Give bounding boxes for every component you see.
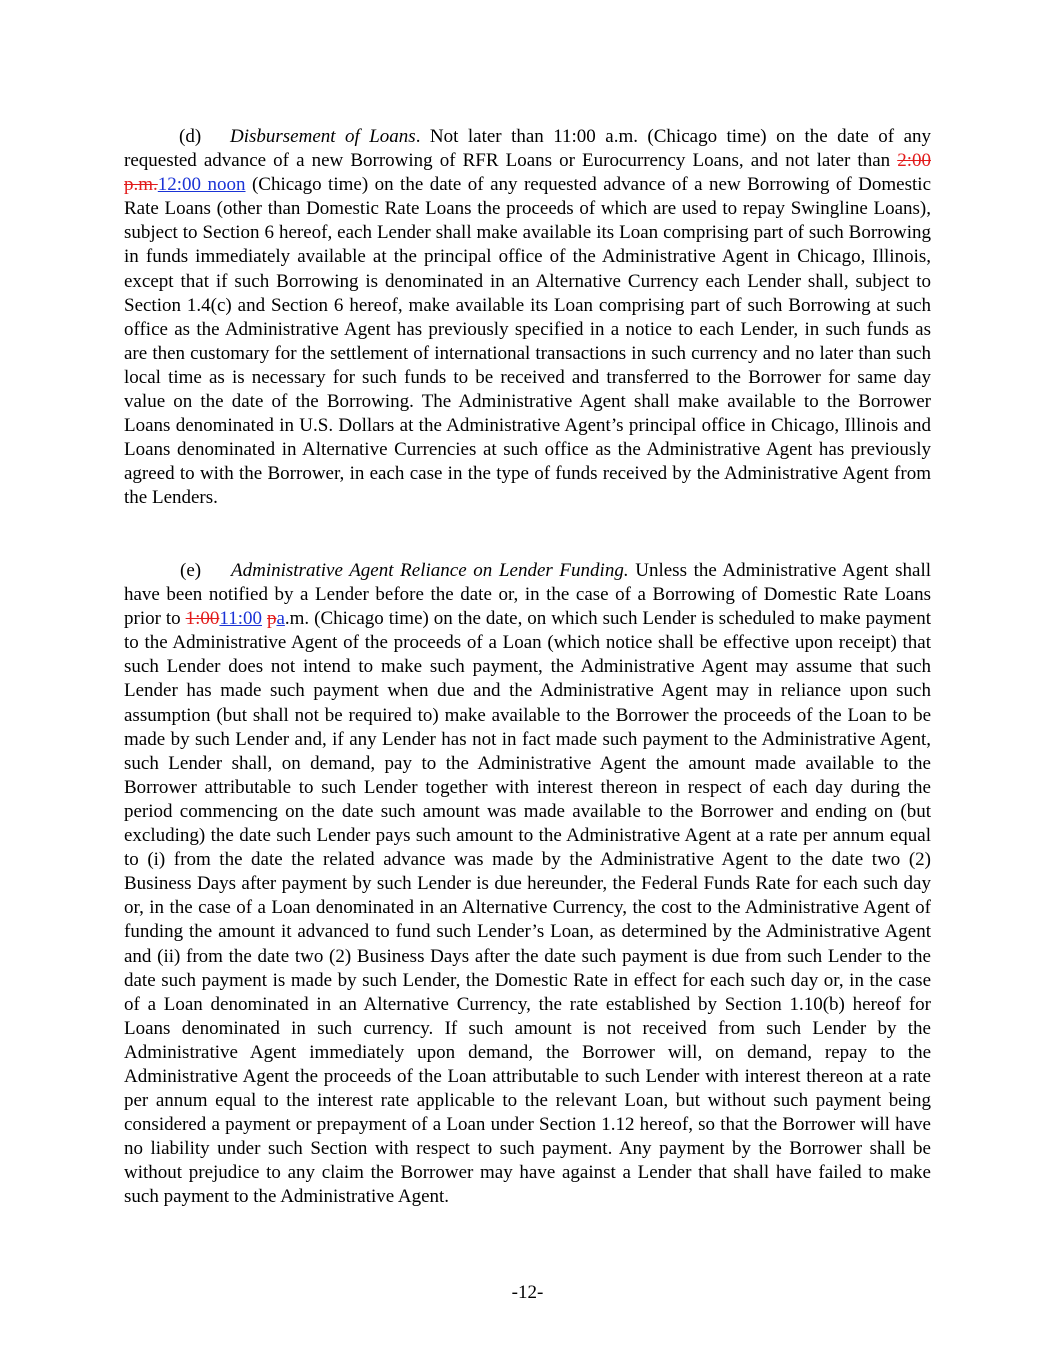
paragraph-e: [124, 559, 931, 1210]
section-label: (e): [180, 560, 202, 581]
body-text: . Not later than 11:00 a.m. (Chicago time) on the date of any requested advance of a new Borrowing of RFR Loans or Eurocurrency Loans, and not later than: [124, 126, 931, 172]
inserted-text: 11:00: [219, 608, 262, 630]
deleted-text: p: [266, 608, 277, 630]
body-text: Unless the Administrative Agent shall have been notified by a Lender before the date or, in the case of a Borrowing of Domestic Rate Loans prior to: [124, 560, 932, 630]
page-number: -12-: [511, 1282, 544, 1303]
paragraph-d: [124, 125, 931, 511]
section-label: (d): [179, 126, 202, 147]
body-text: .m. (Chicago time) on the date, on which such Lender is scheduled to make payment to the Administrative Agent of the proceeds of a Loan (which notice shall be effective upon receipt) that such Lender does not intend to make such payment, the Administrative Agent may assume that such Lender has made such payment when due and the Administrative Agent may in reliance upon such assumption (but shall not be required to) make available to the Borrower the proceeds of the Loan to be made by such Lender and, if any Lender has not in fact made such payment to the Administrative Agent, such Lender shall, on demand, pay to the Administrative Agent the amount made available to the Borrower attributable to such Lender together with interest thereon in respect of each day during the period commencing on the date such amount was made available to the Borrower and ending on (but excluding) the date such Lender pays such amount to the Administrative Agent at a rate per annum equal to (i) from the date the related advance was made by the Administrative Agent to the date two (2) Business Days after payment by such Lender is due hereunder, the Federal Funds Rate for each such day or, in the case of a Loan denominated in an Alternative Currency, the cost to the Administrative Agent of funding the amount it advanced to fund such Lender’s Loan, as determined by the Administrative Agent and (ii) from the date two (2) Business Days after the date such payment is due from such Lender to the date such payment is made by such Lender, the Domestic Rate in effect for each such day or, in the case of a Loan denominated in an Alternative Currency, the rate established by Section 1.10(b) hereof for Loans denominated in such currency. If such amount is not received from such Lender by the Administrative Agent immediately upon demand, the Borrower will, on demand, repay to the Administrative Agent the proceeds of the Loan attributable to such Lender with interest thereon at a rate per annum equal to the interest rate applicable to the relevant Loan, but without such payment being considered a payment or prepayment of a Loan under Section 1.12 hereof, so that the Borrower will have no liability under such Section with respect to such payment. Any payment by the Borrower shall be without prejudice to any claim the Borrower may have against a Lender that shall have failed to make such payment to the Administrative Agent.: [124, 608, 932, 1208]
section-heading: Administrative Agent Reliance on Lender Funding.: [231, 560, 629, 581]
deleted-text: 2:00 p.m.: [124, 150, 931, 196]
inserted-text: a: [276, 608, 285, 630]
section-heading: Disbursement of Loans: [230, 126, 416, 147]
inserted-text: 12:00 noon: [157, 174, 246, 196]
deleted-text: 1:00: [185, 608, 220, 630]
body-text: (Chicago time) on the date of any requested advance of a new Borrowing of Domestic Rate Loans (other than Domestic Rate Loans the proceeds of which are used to repay Swingline Loans), subject to Section 6 hereof, each Lender shall make available its Loan comprising part of such Borrowing in funds immediately available at the principal office of the Administrative Agent in Chicago, Illinois, except that if such Borrowing is denominated in an Alternative Currency each Lender shall, subject to Section 1.4(c) and Section 6 hereof, make available its Loan comprising part of such Borrowing at such office as the Administrative Agent has previously specified in a notice to each Lender, in such funds as are then customary for the settlement of international transactions in such currency and no later than such local time as is necessary for such funds to be received and transferred to the Borrower for same day value on the date of the Borrowing. The Administrative Agent shall make available to the Borrower Loans denominated in U.S. Dollars at the Administrative Agent’s principal office in Chicago, Illinois and Loans denominated in Alternative Currencies at such office as the Administrative Agent has previously agreed to with the Borrower, in each case in the type of funds received by the Administrative Agent from the Lenders.: [124, 174, 932, 509]
